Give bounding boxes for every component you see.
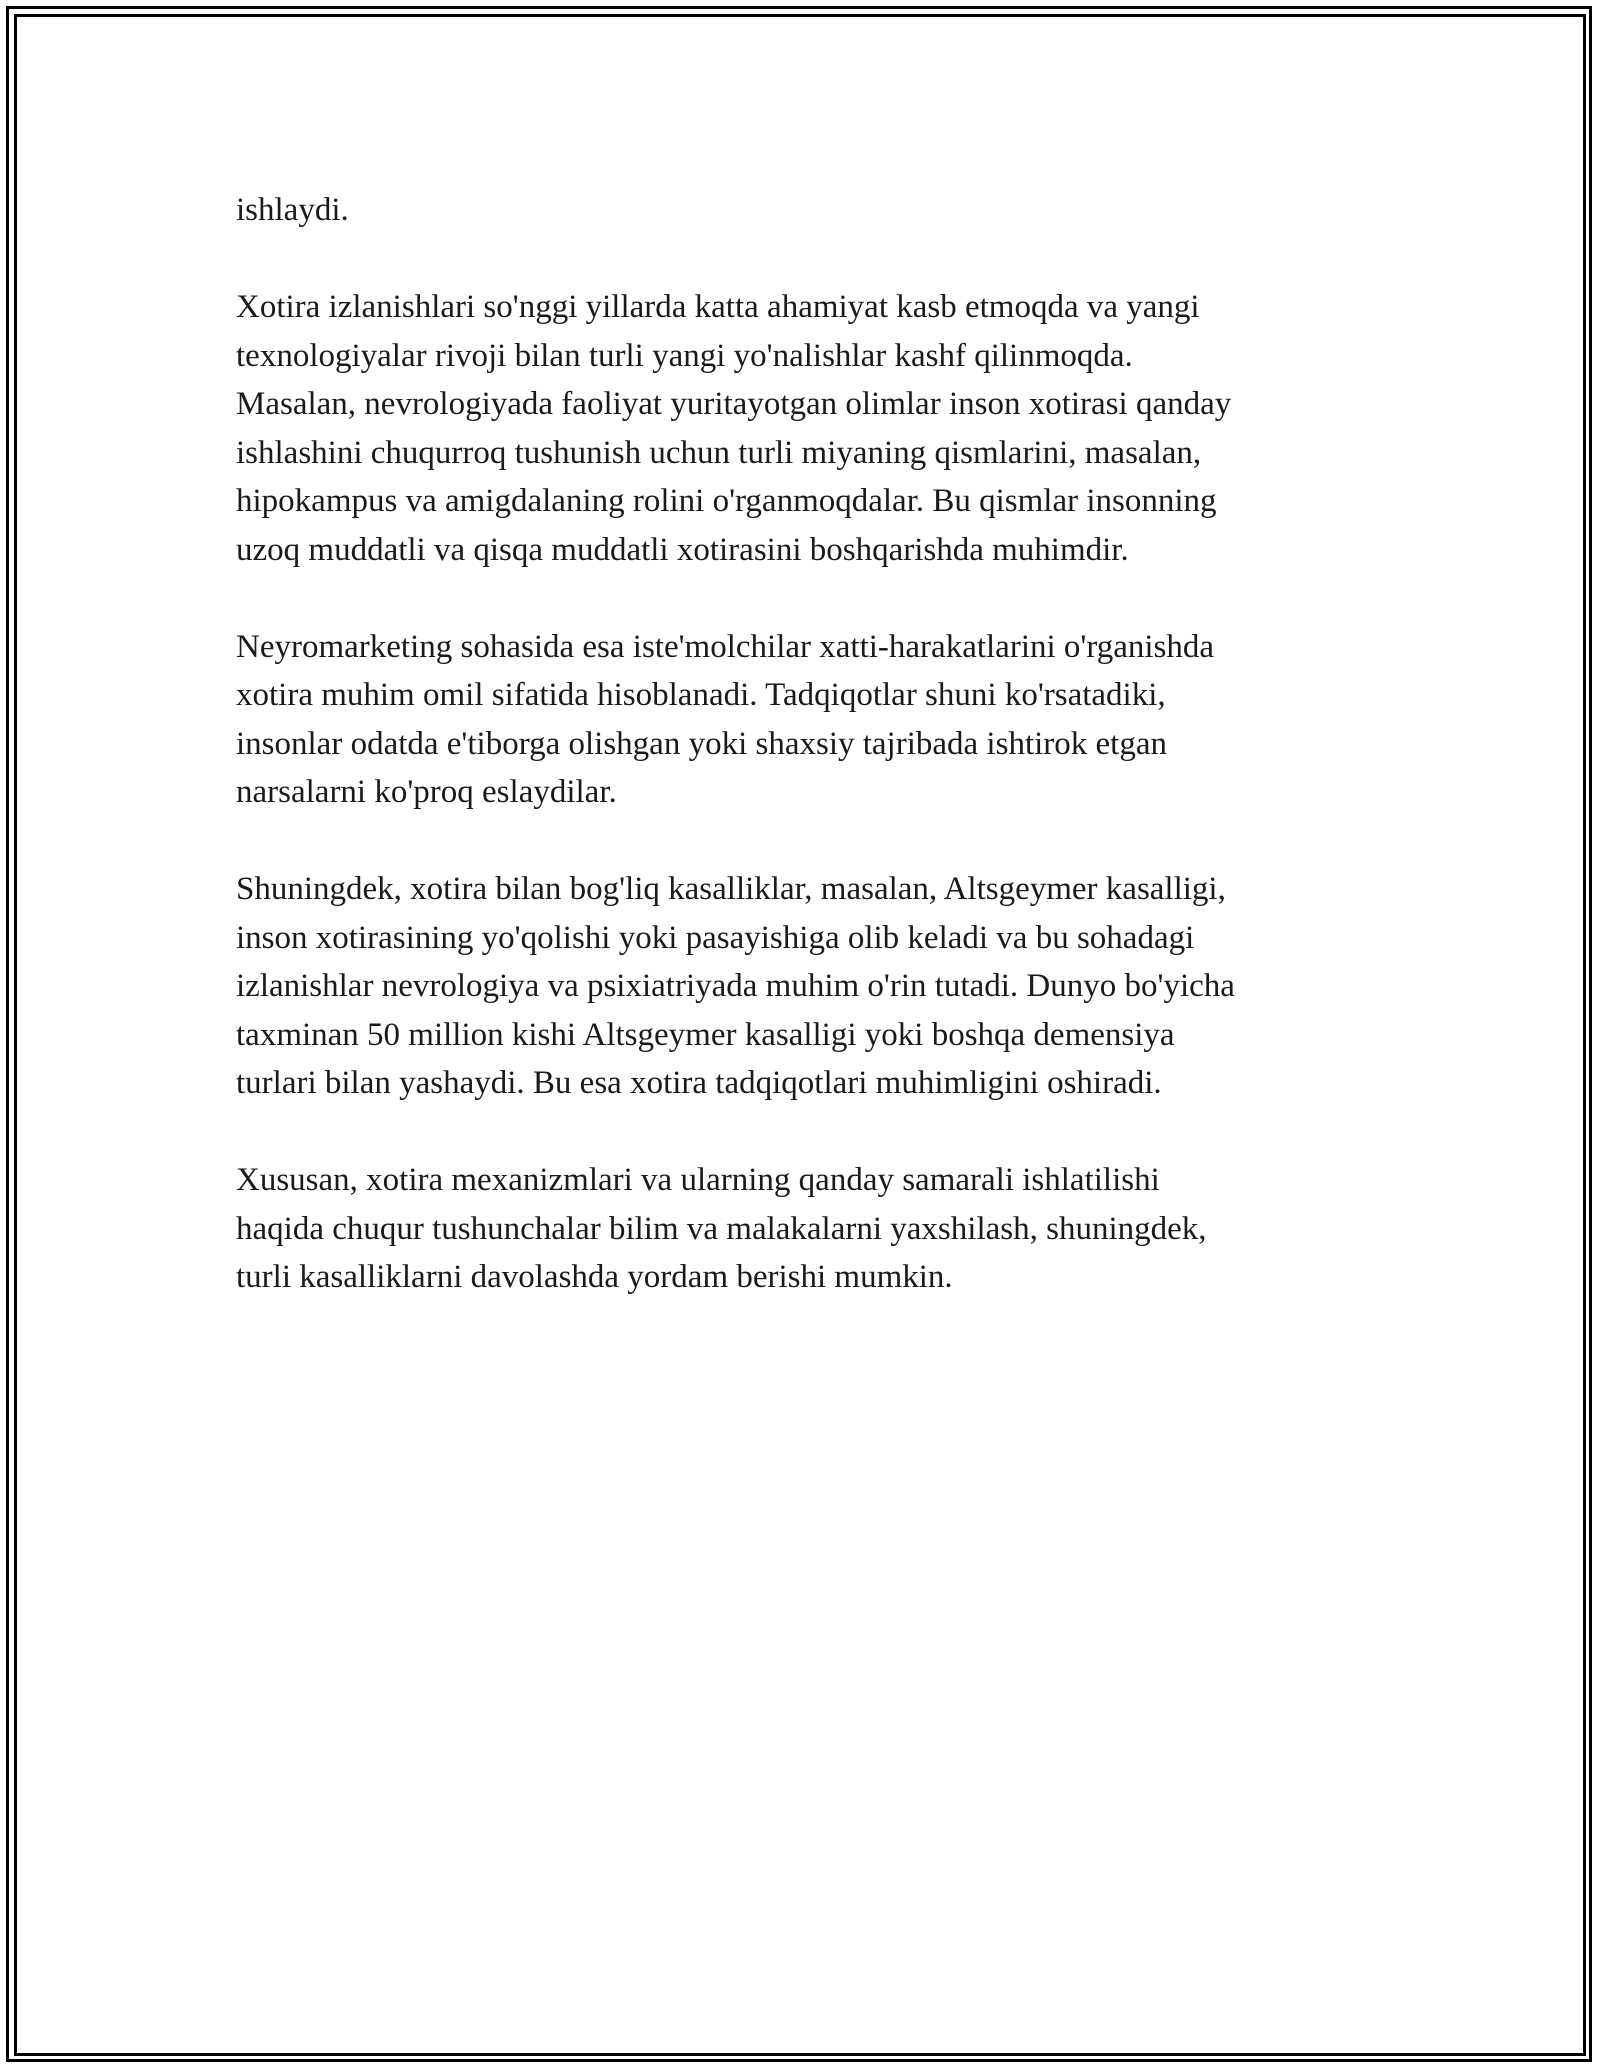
paragraph-2: Xotira izlanishlari so'nggi yillarda katta ahamiyat kasb etmoqda va yangi texnologiyalar rivoji bilan turli yangi yo'nalishlar kashf qilinmoqda. Masalan, nevrologiyada faoliyat yuritayotgan olimlar inson xotirasi qanday ishlashini chuqurroq tushunish uchun turli miyaning qismlarini, masalan, hipokampus va amigdalaning rolini o'rganmoqdalar. Bu qismlar insonning uzoq muddatli va qisqa muddatli xotirasini boshqarishda muhimdir.: [236, 289, 1232, 568]
paragraph-4: Shuningdek, xotira bilan bog'liq kasalliklar, masalan, Altsgeymer kasalligi, inson xotirasining yo'qolishi yoki pasayishiga olib keladi va bu sohadagi izlanishlar nevrologiya va psixiatriyada muhim o'rin tutadi. Dunyo bo'yicha taxminan 50 million kishi Altsgeymer kasalligi yoki boshqa demensiya turlari bilan yashaydi. Bu esa xotira tadqiqotlari muhimligini oshiradi.: [236, 871, 1235, 1101]
paragraph-5: Xususan, xotira mexanizmlari va ularning qanday samarali ishlatilishi haqida chuqur tushunchalar bilim va malakalarni yaxshilash, shuningdek, turli kasalliklarni davolashda yordam berishi mumkin.: [236, 1162, 1207, 1295]
paragraph-3: Neyromarketing sohasida esa iste'molchilar xatti-harakatlarini o'rganishda xotira muhim omil sifatida hisoblanadi. Tadqiqotlar shuni ko'rsatadiki, insonlar odatda e'tiborga olishgan yoki shaxsiy tajribada ishtirok etgan narsalarni ko'proq eslaydilar.: [236, 628, 1215, 810]
document-body: [236, 186, 1366, 1350]
paragraph-1: ishlaydi.: [236, 192, 349, 228]
